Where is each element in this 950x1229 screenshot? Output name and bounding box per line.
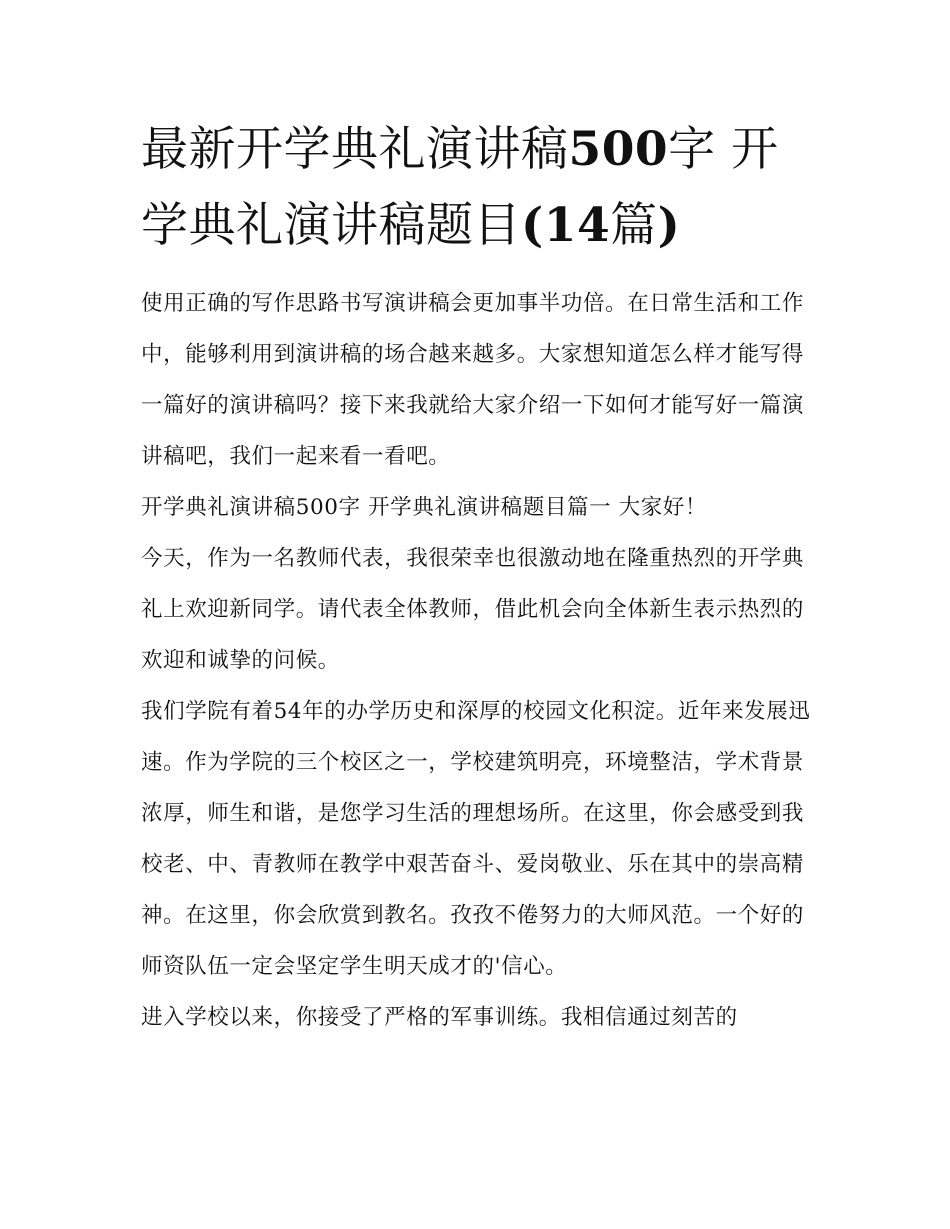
paragraph-heading-one: 开学典礼演讲稿500字 开学典礼演讲稿题目篇一 大家好！ (141, 495, 708, 520)
paragraph-intro: 使用正确的写作思路书写演讲稿会更加事半功倍。在日常生活和工作中，能够利用到演讲稿的场合越来越多。大家想知道怎么样才能写得一篇好的演讲稿吗？接下来我就给大家介绍一下如何才能写好一篇演讲稿吧，我们一起来看一看吧。 (141, 291, 805, 469)
document-body (141, 112, 813, 1043)
paragraph-welcome: 今天，作为一名教师代表，我很荣幸也很激动地在隆重热烈的开学典礼上欢迎新同学。请代表全体教师，借此机会向全体新生表示热烈的欢迎和诚挚的问候。 (141, 546, 805, 673)
paragraph-military-training: 进入学校以来，你接受了严格的军事训练。我相信通过刻苦的 (141, 1005, 738, 1030)
document-title: 最新开学典礼演讲稿500字 开学典礼演讲稿题目(14篇) (141, 122, 779, 253)
paragraph-college: 我们学院有着54年的办学历史和深厚的校园文化积淀。近年来发展迅速。作为学院的三个校区之一，学校建筑明亮，环境整洁，学术背景浓厚，师生和谐，是您学习生活的理想场所。在这里，你会感受到我校老、中、青教师在教学中艰苦奋斗、爱岗敬业、乐在其中的崇高精神。在这里，你会欣赏到教名。孜孜不倦努力的大师风范。一个好的师资队伍一定会坚定学生明天成才的'信心。 (141, 699, 811, 979)
